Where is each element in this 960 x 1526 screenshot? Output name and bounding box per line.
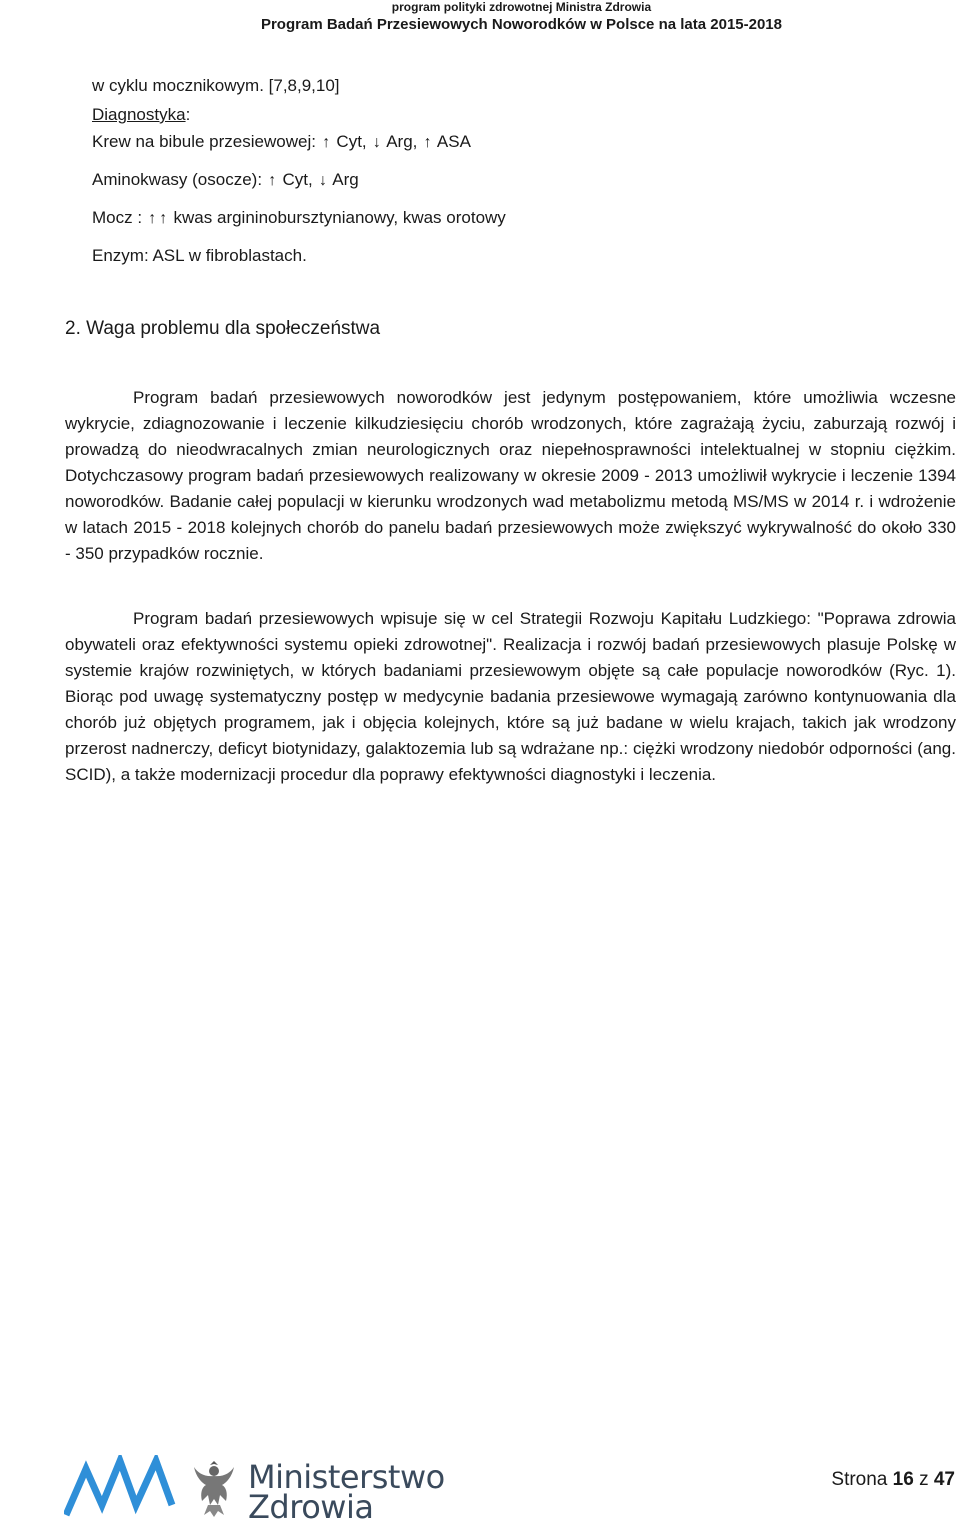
- arrow-up-icon: ↑: [322, 134, 331, 151]
- marker-asa: ASA: [436, 132, 471, 151]
- marker-arg: Arg,: [386, 132, 418, 151]
- paragraph-2: Program badań przesiewowych wpisuje się w cel Strategii Rozwoju Kapitału Ludzkiego: "Poprawa zdrowia obywateli oraz efektywności systemu opieki zdrowotnej". Realizacja i rozwój badań przesiewowych plasuje Polskę w systemie krajów rozwiniętych, w których badaniami przesiewowym objęte są całe populacje noworodków (Ryc. 1). Biorąc pod uwagę systematyczny postęp w medycynie badania przesiewowe wymagają zarówno kontynuowania dla chorób już objętych programem, jak i objęcia kolejnych, które są już badane w wielu krajach, takich jak wrodzony przerost nadnerczy, deficyt biotynidazy, galaktozemia lub są wdrażane np.: ciężki wrodzony niedobór odporności (ang. SCID), a także modernizacji procedur dla poprawy efektywności diagnostyki i leczenia.: [65, 609, 956, 784]
- arrow-up-icon: ↑: [159, 210, 168, 227]
- marker-cyt: Cyt,: [282, 170, 313, 189]
- page-total: 47: [933, 1469, 955, 1490]
- enzyme-line: Enzym: ASL w fibroblastach.: [92, 246, 307, 265]
- ministry-name-line1: Ministerstwo: [248, 1458, 445, 1496]
- paragraph-1: Program badań przesiewowych noworodków jest jedynym postępowaniem, które umożliwia wczesne wykrycie, zdiagnozowanie i leczenie kilkudziesięciu chorób wrodzonych, które zagrażają życiu, zaburzają rozwój i prowadzą do nieodwracalnych zmian neurologicznych oraz niepełnosprawności intelektualnej w stopniu ciężkim. Dotychczasowy program badań przesiewowych realizowany w okresie 2009 - 2013 umożliwił wykrycie i leczenie 1394 noworodków. Badanie całej populacji w kierunku wrodzonych wad metabolizmu metodą MS/MS w 2014 r. i wdrożenie w latach 2015 - 2018 kolejnych chorób do panelu badań przesiewowych może zwiększyć wykrywalność do około 330 - 350 przypadków rocznie.: [65, 388, 956, 563]
- page-number: [831, 1469, 955, 1491]
- marker-cyt: Cyt,: [336, 132, 367, 151]
- diagnostics-intro: w cyklu mocznikowym. [7,8,9,10]: [92, 76, 340, 95]
- ministry-name-line2: Zdrowia: [248, 1488, 374, 1526]
- blood-spot-label: Krew na bibule przesiewowej:: [92, 132, 316, 151]
- polish-eagle-icon: [194, 1461, 234, 1517]
- arrow-down-icon: ↓: [319, 172, 327, 189]
- logo-zigzag-icon: [66, 1461, 172, 1515]
- page-current: 16: [892, 1469, 914, 1490]
- marker-arg: Arg: [332, 170, 359, 189]
- arrow-up-icon: ↑: [268, 172, 277, 189]
- diagnostics-heading: [92, 105, 190, 125]
- plasma-amino-line: [92, 170, 359, 190]
- urine-label: Mocz :: [92, 208, 143, 227]
- blood-spot-line: [92, 132, 471, 152]
- arrow-up-icon: ↑: [423, 134, 432, 151]
- diagnostics-heading-colon: :: [185, 105, 191, 124]
- page-header: [261, 0, 782, 34]
- arrow-down-icon: ↓: [372, 134, 381, 151]
- ministry-name: [248, 1458, 445, 1526]
- header-program-title: Program Badań Przesiewowych Noworodków w Polsce na lata 2015-2018: [260, 16, 782, 33]
- urine-line: [92, 208, 506, 228]
- ministry-logo: [64, 1455, 244, 1519]
- diagnostics-heading-text: Diagnostyka: [92, 105, 186, 124]
- page-label: Strona: [831, 1469, 888, 1490]
- section-title: 2. Waga problemu dla społeczeństwa: [65, 318, 381, 339]
- page-separator: z: [919, 1469, 929, 1490]
- urine-markers: kwas argininobursztynianowy, kwas orotowy: [173, 208, 506, 227]
- arrow-up-icon: ↑: [148, 210, 157, 227]
- plasma-amino-label: Aminokwasy (osocze):: [92, 170, 263, 189]
- header-program-type: program polityki zdrowotnej Ministra Zdrowia: [391, 0, 652, 14]
